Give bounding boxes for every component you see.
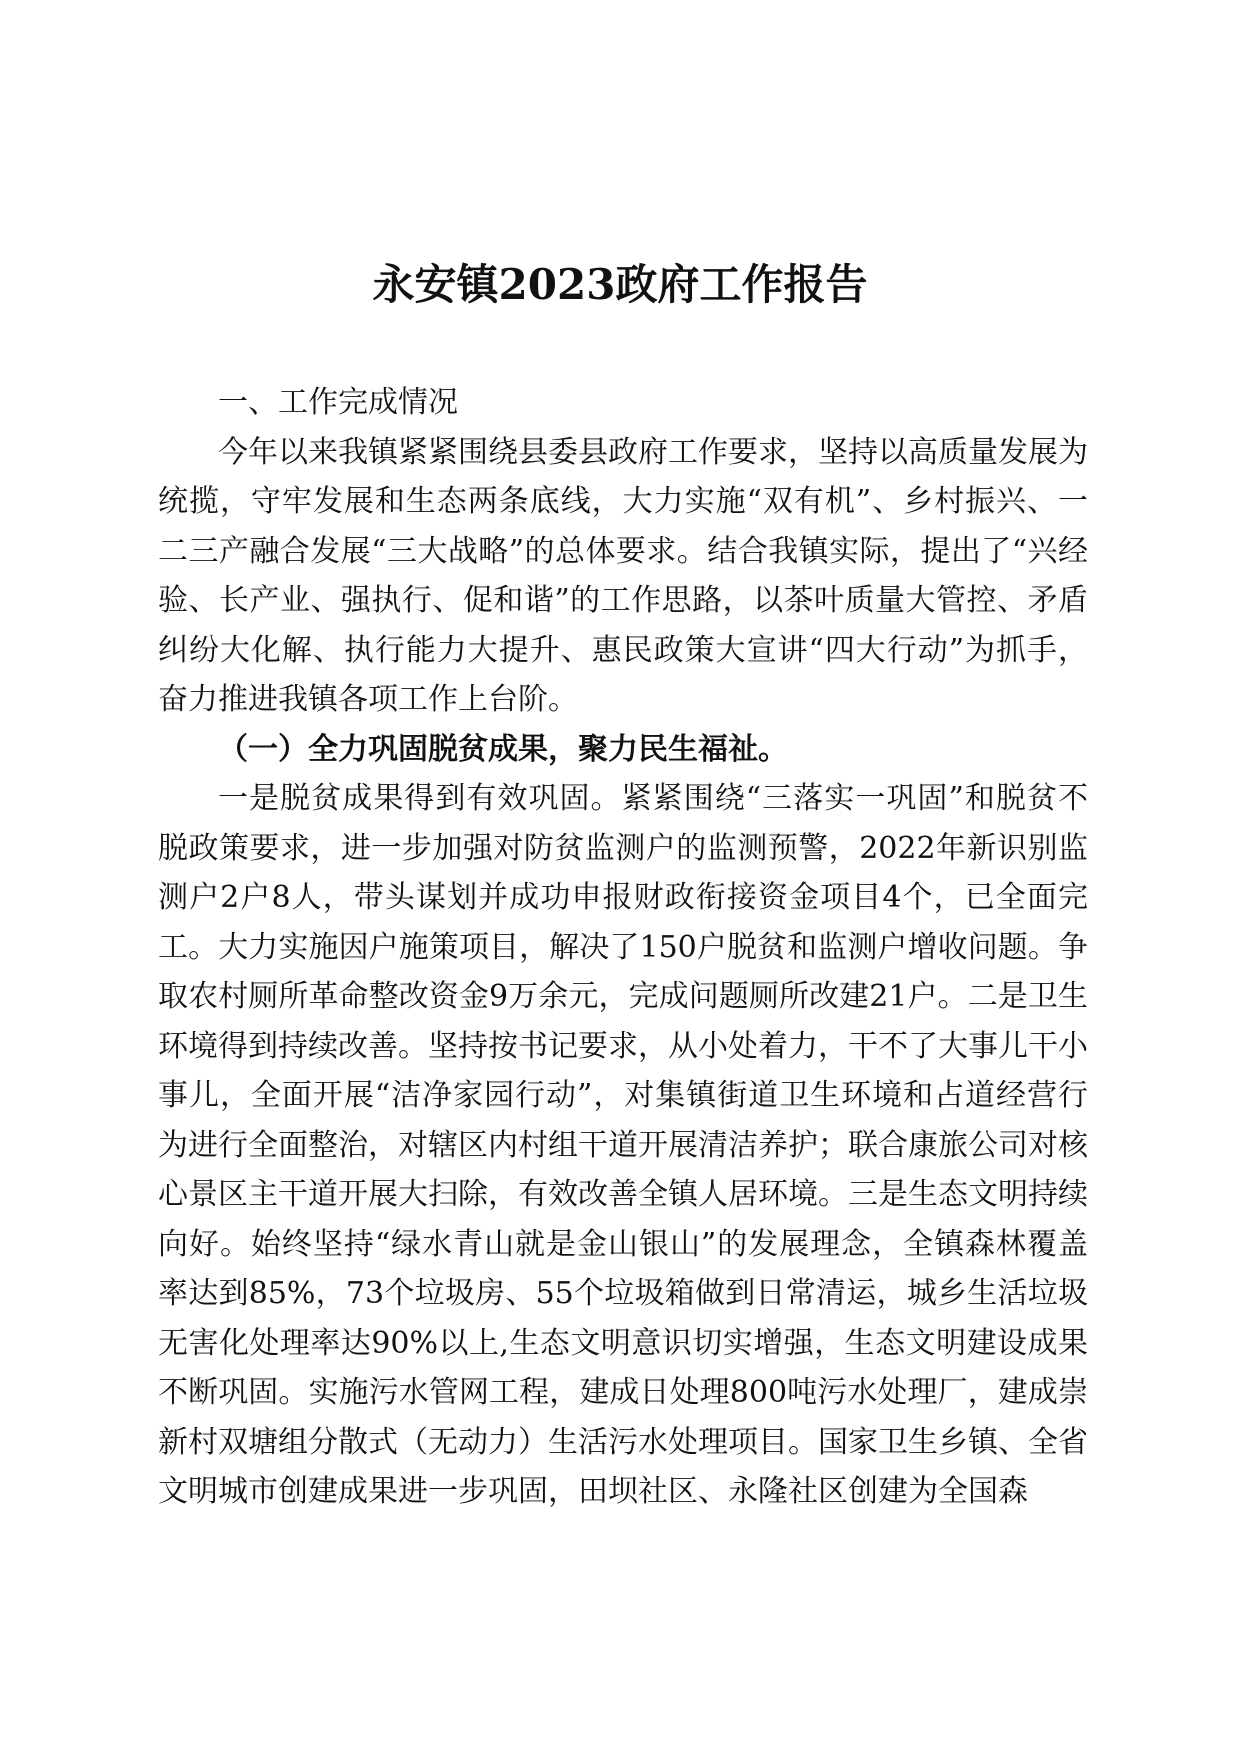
document-body [158,378,1088,1517]
document-title: 永安镇2023政府工作报告 [372,260,868,309]
body-paragraph: 一是脱贫成果得到有效巩固。紧紧围绕“三落实一巩固”和脱贫不脱政策要求，进一步加强对防贫监测户的监测预警，2022年新识别监测户2户8人，带头谋划并成功申报财政衔接资金项目4个，已全面完工。大力实施因户施策项目，解决了150户脱贫和监测户增收问题。争取农村厕所革命整改资金9万余元，完成问题厕所改建21户。二是卫生环境得到持续改善。坚持按书记要求，从小处着力，干不了大事儿干小事儿，全面开展“洁净家园行动”，对集镇街道卫生环境和占道经营行为进行全面整治，对辖区内村组干道开展清洁养护；联合康旅公司对核心景区主干道开展大扫除，有效改善全镇人居环境。三是生态文明持续向好。始终坚持“绿水青山就是金山银山”的发展理念，全镇森林覆盖率达到85%，73个垃圾房、55个垃圾箱做到日常清运，城乡生活垃圾无害化处理率达90%以上,生态文明意识切实增强，生态文明建设成果不断巩固。实施污水管网工程，建成日处理800吨污水处理厂，建成崇新村双塘组分散式（无动力）生活污水处理项目。国家卫生乡镇、全省文明城市创建成果进一步巩固，田坝社区、永隆社区创建为全国森 [158,781,1088,1509]
body-paragraph: 今年以来我镇紧紧围绕县委县政府工作要求，坚持以高质量发展为统揽，守牢发展和生态两条底线，大力实施“双有机”、乡村振兴、一二三产融合发展“三大战略”的总体要求。结合我镇实际，提出了“兴经验、长产业、强执行、促和谐”的工作思路，以茶叶质量大管控、矛盾纠纷大化解、执行能力大提升、惠民政策大宣讲“四大行动”为抓手，奋力推进我镇各项工作上台阶。 [158,434,1088,717]
subsection-heading: （一）全力巩固脱贫成果，聚力民生福祉。 [218,731,788,767]
section-heading: 一、工作完成情况 [218,385,458,420]
